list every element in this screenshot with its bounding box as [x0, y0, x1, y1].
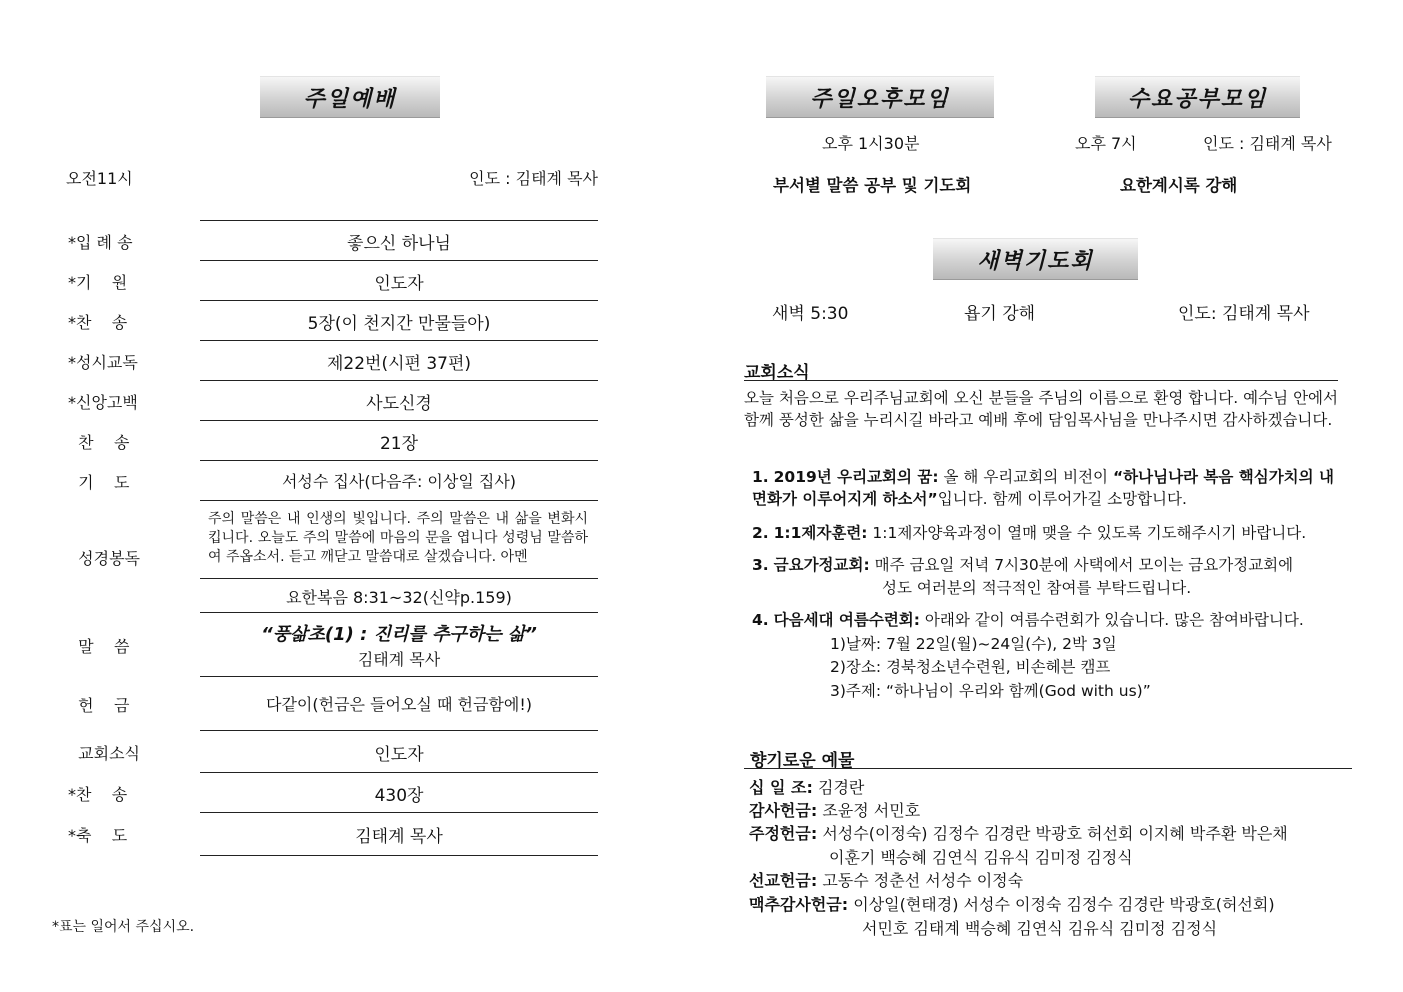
order-label: 기 도	[68, 473, 130, 492]
order-label: 성경봉독	[68, 549, 140, 568]
news-item-number: 3.	[752, 556, 769, 574]
news-item-title: 다음세대 여름수련회:	[773, 611, 920, 629]
order-line	[200, 772, 598, 773]
news-item-tail: 입니다. 함께 이루어가길 소망합니다.	[937, 490, 1187, 508]
order-content: 좋으신 하나님	[347, 234, 451, 254]
sermon-title: “풍삶초(1) : 진리를 추구하는 삶”	[261, 624, 537, 645]
news-item-text-cont: 성도 여러분의 적극적인 참여를 부탁드립니다.	[882, 579, 1192, 597]
offering-row	[749, 800, 920, 822]
order-line	[200, 220, 598, 221]
dawn-leader: 인도: 김태계 목사	[1178, 304, 1310, 324]
order-line	[200, 500, 598, 501]
dawn-title: 새벽기도회	[933, 238, 1138, 280]
afternoon-content: 부서별 말씀 공부 및 기도회	[773, 176, 972, 195]
order-label: 교회소식	[68, 744, 140, 763]
order-label: 헌 금	[68, 696, 130, 715]
news-item	[752, 522, 1342, 544]
offering-label: 맥추감사헌금:	[749, 895, 849, 914]
afternoon-time: 오후 1시30분	[822, 134, 920, 153]
sermon-preacher: 김태계 목사	[357, 650, 441, 669]
retreat-date: 1)날짜: 7월 22일(월)~24일(수), 2박 3일	[830, 635, 1117, 653]
order-line	[200, 812, 598, 813]
news-item	[752, 466, 1342, 510]
offering-names: 김경란	[818, 778, 865, 797]
dawn-content: 욥기 강해	[964, 304, 1036, 324]
order-content: 5장(이 천지간 만물들아)	[307, 314, 491, 334]
news-item-text: 매주 금요일 저녁 7시30분에 사택에서 모이는 금요가정교회에	[874, 556, 1294, 574]
offering-names: 서성수(이정숙) 김정수 김경란 박광호 허선회 이지혜 박주환 박은채	[822, 824, 1288, 843]
offering-names: 고동수 정춘선 서성수 이정숙	[822, 871, 1024, 890]
news-item	[752, 609, 1342, 631]
news-item-title: 2019년 우리교회의 꿈:	[773, 468, 939, 486]
order-label: 말 씀	[68, 637, 130, 656]
news-item-text: 아래와 같이 여름수련회가 있습니다. 많은 참여바랍니다.	[924, 611, 1304, 629]
offerings-divider	[744, 768, 1352, 769]
wednesday-time: 오후 7시	[1075, 134, 1137, 153]
offering-row	[749, 894, 1275, 916]
scripture-reference: 요한복음 8:31~32(신약p.159)	[286, 588, 512, 607]
order-content: 다같이(헌금은 들어오실 때 헌금함에!)	[266, 695, 532, 714]
order-content: 인도자	[374, 745, 424, 765]
worship-title: 주일예배	[260, 76, 440, 118]
offering-row	[749, 777, 864, 799]
order-content: 430장	[374, 786, 424, 806]
order-line	[200, 460, 598, 461]
order-line	[200, 380, 598, 381]
news-item-text: 올 해 우리교회의 비전이	[943, 468, 1109, 486]
news-intro: 오늘 처음으로 우리주님교회에 오신 분들을 주님의 이름으로 환영 합니다. 예수님 안에서 함께 풍성한 삶을 누리시길 바라고 예배 후에 담임목사님을 만나주시면 감사하겠습니다.	[744, 389, 1338, 429]
footnote: *표는 일어서 주십시오.	[52, 919, 195, 935]
order-line	[200, 676, 598, 677]
dawn-time: 새벽 5:30	[772, 304, 849, 324]
order-label: *찬 송	[68, 313, 128, 332]
news-item-number: 4.	[752, 611, 769, 629]
offering-row	[749, 823, 1288, 845]
order-line	[200, 855, 598, 856]
news-heading: 교회소식	[744, 363, 810, 383]
order-line	[200, 578, 598, 579]
offering-label: 주정헌금:	[749, 824, 818, 843]
wednesday-title: 수요공부모임	[1095, 76, 1300, 118]
offering-names: 이상일(현태경) 서성수 이정숙 김정수 김경란 박광호(허선회)	[853, 895, 1275, 914]
wednesday-leader: 인도 : 김태계 목사	[1203, 134, 1332, 153]
order-line	[200, 300, 598, 301]
retreat-theme: 3)주제: “하나님이 우리와 함께(God with us)”	[830, 682, 1151, 700]
offering-names-cont: 이훈기 백승혜 김연식 김유식 김미정 김정식	[829, 848, 1133, 867]
order-label: 찬 송	[68, 433, 130, 452]
order-label: *입 례 송	[68, 233, 133, 252]
order-content: 제22번(시편 37편)	[326, 354, 472, 374]
order-content: 인도자	[374, 274, 424, 294]
news-item	[752, 554, 1342, 576]
news-item-number: 2.	[752, 524, 769, 542]
worship-time: 오전11시	[66, 169, 133, 188]
order-line	[200, 612, 598, 613]
worship-leader: 인도 : 김태계 목사	[469, 169, 598, 188]
wednesday-content: 요한계시록 강해	[1120, 176, 1238, 195]
offering-row	[749, 870, 1023, 892]
order-label: *기 원	[68, 273, 128, 292]
order-content: 서성수 집사(다음주: 이상일 집사)	[281, 472, 517, 491]
order-content: 사도신경	[366, 394, 432, 414]
order-label: *신앙고백	[68, 393, 138, 412]
news-item-emphasis: “하나님나라 복음 핵심가치의 내면화가 이루어지게 하소서”	[752, 468, 1334, 508]
news-item-title: 금요가정교회:	[773, 556, 870, 574]
order-label: *찬 송	[68, 785, 128, 804]
order-content: 김태계 목사	[355, 827, 443, 847]
afternoon-title: 주일오후모임	[766, 76, 994, 118]
order-line	[200, 420, 598, 421]
news-divider	[744, 380, 1338, 381]
offering-names-cont: 서민호 김태계 백승혜 김연식 김유식 김미정 김정식	[862, 919, 1218, 938]
offering-label: 감사헌금:	[749, 801, 818, 820]
retreat-place: 2)장소: 경북청소년수련원, 비손헤븐 캠프	[830, 658, 1111, 676]
order-line	[200, 260, 598, 261]
offering-label: 선교헌금:	[749, 871, 818, 890]
order-label: *축 도	[68, 826, 128, 845]
order-line	[200, 340, 598, 341]
order-content: 21장	[379, 434, 419, 454]
order-label: *성시교독	[68, 353, 138, 372]
news-item-number: 1.	[752, 468, 769, 486]
offering-label: 십 일 조:	[749, 778, 813, 797]
scripture-prayer: 주의 말씀은 내 인생의 빛입니다. 주의 말씀은 내 삶을 변화시킵니다. 오늘도 주의 말씀에 마음의 문을 엽니다 성령님 말씀하여 주옵소서. 듣고 깨닫고 말씀대로 살겠습니다. 아멘	[208, 511, 588, 565]
order-line	[200, 730, 598, 731]
offering-names: 조윤정 서민호	[822, 801, 921, 820]
offerings-heading: 향기로운 예물	[750, 751, 855, 771]
news-item-text: 1:1제자양육과정이 열매 맺을 수 있도록 기도해주시기 바랍니다.	[872, 524, 1307, 542]
news-item-title: 1:1제자훈련:	[773, 524, 868, 542]
